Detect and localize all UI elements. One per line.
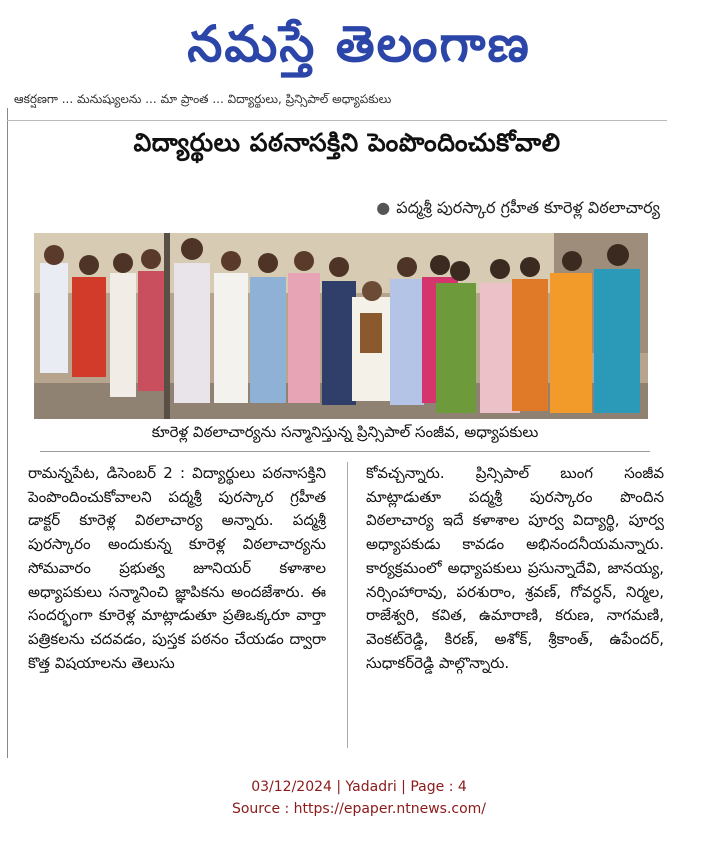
photo-caption: కూరెళ్ల విఠలాచార్యను సన్మానిస్తున్న ప్రిన్సిపాల్ సంజీవ, అధ్యాపకులు — [40, 423, 650, 452]
source-line: Source : https://epaper.ntnews.com/ — [231, 801, 487, 817]
column-rule — [7, 108, 8, 758]
column-divider — [347, 462, 348, 748]
footer — [0, 776, 718, 820]
edition-line: 03/12/2024 | Yadadri | Page : 4 — [251, 779, 467, 795]
photo-illustration — [34, 233, 648, 419]
article-column-right: కోవచ్చన్నారు. ప్రిన్సిపాల్ బుంగ సంజీవ మాట్లాడుతూ పద్మశ్రీ పురస్కారం పొందిన విఠలాచార్య ఇదే కళాశాల పూర్వ విద్యార్థి, పూర్వ అధ్యాపకుడు కావడం అభినందనీయమన్నారు. కార్యక్రమంలో అధ్యాపకులు ప్రసున్నాదేవి, జానయ్య, నర్సింహారావు, పరశురాం, శ్రవణ్, గోవర్ధన్, నిర్మల, రాజేశ్వరి, కవిత, ఉమారాణి, కరుణ, నాగమణి, వెంకట్‌రెడ్డి, కిరణ్, అశోక్, శ్రీకాంత్, ఉపేందర్, సుధాకర్‌రెడ్డి పాల్గొన్నారు. — [366, 464, 664, 672]
article-subhead — [100, 198, 660, 221]
subhead-text: పద్మశ్రీ పురస్కార గ్రహీత కూరెళ్ల విఠలాచార్య — [396, 198, 660, 217]
group-photo — [34, 233, 648, 419]
bullet-icon: ● — [376, 198, 391, 217]
divider — [7, 120, 667, 121]
cutoff-text-line: ఆకర్షణగా ... మనుష్యులను ... మా ప్రాంత ... విద్యార్థులు, ప్రిన్సిపాల్ అధ్యాపకులు — [14, 92, 392, 106]
article-column-left: రామన్నపేట, డిసెంబర్ 2 : విద్యార్థులు పఠనాసక్తిని పెంపొందించుకోవాలని పద్మశ్రీ పురస్కార గ్రహీత డాక్టర్ కూరెళ్ల విఠలాచార్య అన్నారు. పద్మశ్రీ పురస్కారం అందుకున్న కూరెళ్ల విఠలాచార్యను సోమవారం ప్రభుత్వ జూనియర్ కళాశాల అధ్యాపకులు సన్మానించి జ్ఞాపికను అందజేశారు. ఈ సందర్భంగా కూరెళ్ల మాట్లాడుతూ ప్రతిఒక్కరూ వార్తా పత్రికలను చదవడం, పుస్తక పఠనం చేయడం ద్వారా కొత్త విషయాలను తెలుసు — [28, 464, 326, 672]
article-headline: విద్యార్థులు పఠనాసక్తిని పెంపొందించుకోవాలి — [133, 128, 561, 157]
masthead — [0, 4, 718, 84]
masthead-title: నమస్తే తెలంగాణ — [187, 15, 531, 73]
